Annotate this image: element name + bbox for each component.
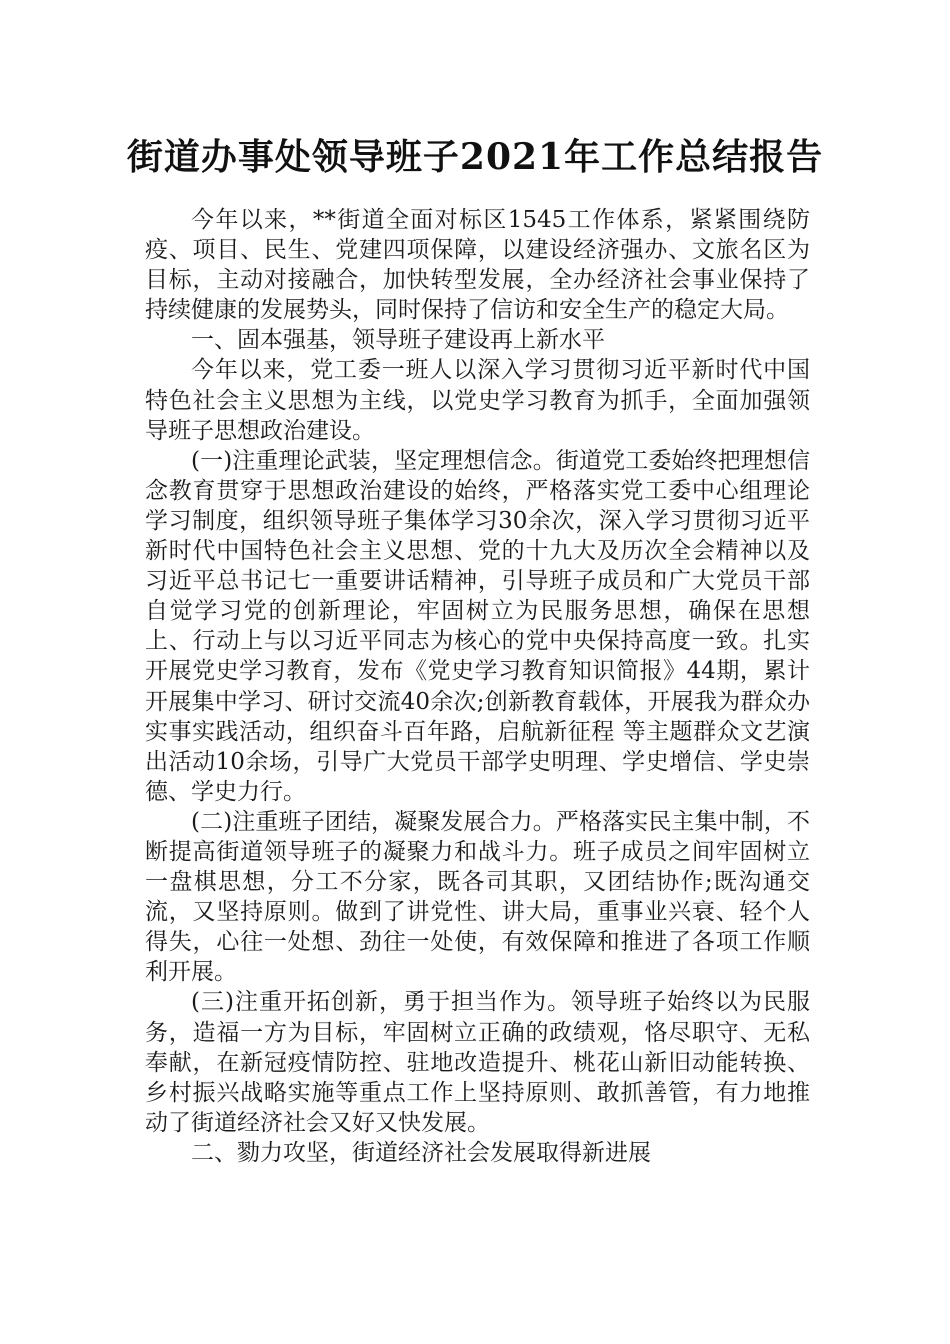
paragraph-section-1-intro: 今年以来，党工委一班人以深入学习贯彻习近平新时代中国特色社会主义思想为主线，以党史学习教育为抓手，全面加强领导班子思想政治建设。 [145, 357, 810, 444]
section-heading-1: 一、固本强基，领导班子建设再上新水平 [191, 327, 605, 354]
paragraph-subsection-3: (三)注重开拓创新，勇于担当作为。领导班子始终以为民服务，造福一方为目标，牢固树立正确的政绩观，恪尽职守、无私奉献，在新冠疫情防控、驻地改造提升、桃花山新旧动能转换、乡村振兴战略实施等重点工作上坚持原则、敢抓善管，有力地推动了街道经济社会又好又快发展。 [145, 989, 810, 1136]
paragraph-intro: 今年以来，**街道全面对标区1545工作体系，紧紧围绕防疫、项目、民生、党建四项保障，以建设经济强办、文旅名区为目标，主动对接融合，加快转型发展，全办经济社会事业保持了持续健康的发展势头，同时保持了信访和安全生产的稳定大局。 [145, 207, 810, 324]
document-body [145, 205, 810, 1168]
paragraph-subsection-1: (一)注重理论武装，坚定理想信念。街道党工委始终把理想信念教育贯穿于思想政治建设的始终，严格落实党工委中心组理论学习制度，组织领导班子集体学习30余次，深入学习贯彻习近平新时代中国特色社会主义思想、党的十九大及历次全会精神以及习近平总书记七一重要讲话精神，引导班子成员和广大党员干部自觉学习党的创新理论，牢固树立为民服务思想，确保在思想上、行动上与以习近平同志为核心的党中央保持高度一致。扎实开展党史学习教育，发布《党史学习教育知识简报》44期，累计开展集中学习、研讨交流40余次;创新教育载体，开展我为群众办实事实践活动，组织奋斗百年路，启航新征程 等主题群众文艺演出活动10余场，引导广大党员干部学史明理、学史增信、学史崇德、学史力行。 [145, 447, 810, 805]
section-heading-2: 二、勠力攻坚，街道经济社会发展取得新进展 [191, 1139, 651, 1166]
paragraph-subsection-2: (二)注重班子团结，凝聚发展合力。严格落实民主集中制，不断提高街道领导班子的凝聚力和战斗力。班子成员之间牢固树立一盘棋思想，分工不分家，既各司其职，又团结协作;既沟通交流，又坚持原则。做到了讲党性、讲大局，重事业兴衰、轻个人得失，心往一处想、劲往一处使，有效保障和推进了各项工作顺利开展。 [145, 808, 810, 986]
document-title: 街道办事处领导班子2021年工作总结报告 [126, 136, 824, 178]
